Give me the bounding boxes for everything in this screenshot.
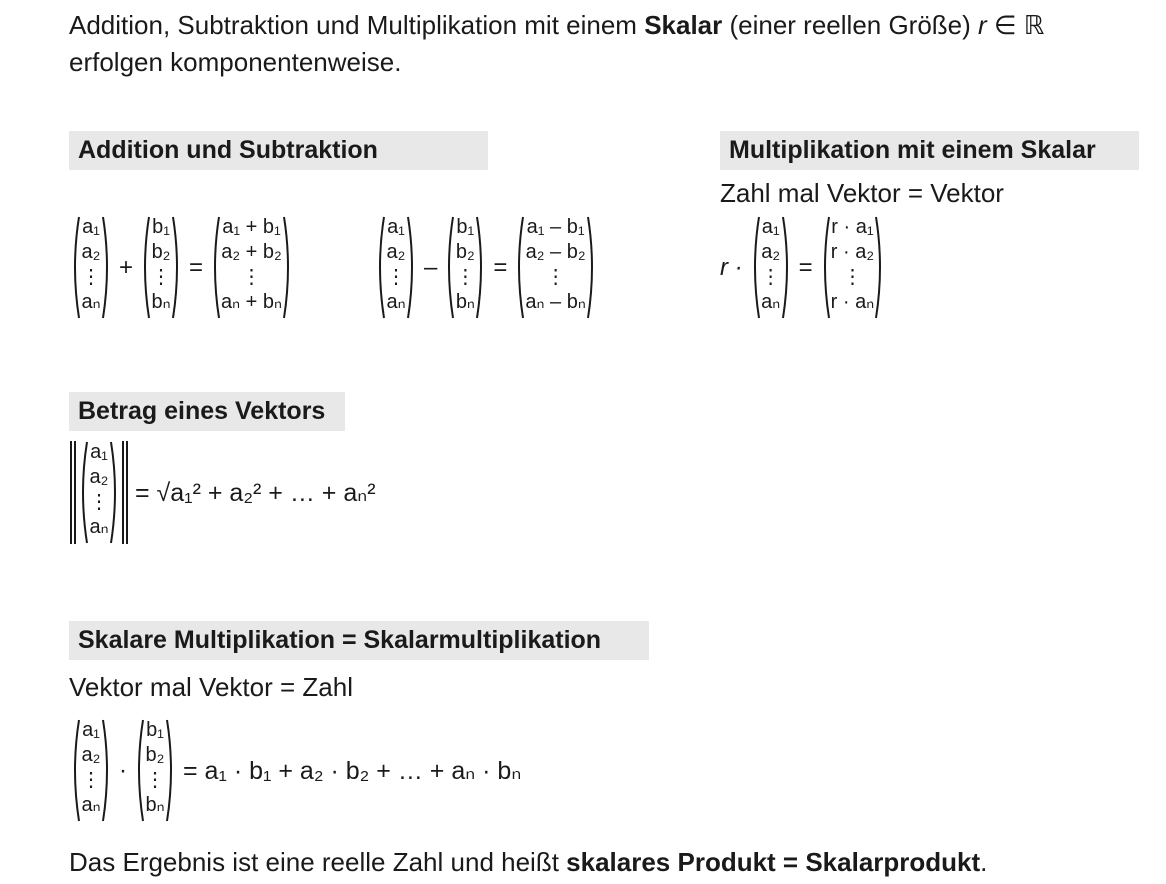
- vector-b-entries: [145, 718, 165, 823]
- vector-entry: aₙ: [81, 794, 101, 816]
- heading-dot-product: Skalare Multiplikation = Skalarmultiplikation: [69, 621, 649, 660]
- equals-operator: =: [798, 253, 813, 281]
- vector-scaled: [819, 215, 887, 320]
- vector-entry: bₙ: [145, 794, 165, 816]
- intro-text-pre: Addition, Subtraktion und Multiplikation mit einem: [69, 10, 645, 40]
- vector-entry: a₂: [89, 466, 109, 488]
- right-norm-bar: [121, 440, 129, 545]
- vector-b-entries: [151, 215, 171, 320]
- magnitude-formula: [69, 440, 376, 545]
- vector-entry: a₁: [82, 216, 100, 238]
- intro-bold-skalar: Skalar: [644, 10, 723, 40]
- vector-entry: aₙ + bₙ: [221, 291, 283, 313]
- right-paren: [874, 215, 886, 320]
- vector-entry: aₙ: [89, 516, 109, 538]
- right-paren: [282, 215, 294, 320]
- vector-sum: [209, 215, 294, 320]
- vector-a-entries: [89, 440, 109, 545]
- right-paren: [101, 215, 113, 320]
- left-paren: [139, 215, 151, 320]
- vector-entry: ⋮: [386, 266, 406, 288]
- left-paren: [819, 215, 831, 320]
- vector-entry: b₂: [151, 241, 171, 263]
- vector-entry: aₙ: [761, 291, 781, 313]
- vector-a-entries: [81, 718, 101, 823]
- vector-b-entries: [455, 215, 475, 320]
- vector-entry: b₂: [145, 744, 165, 766]
- conclusion-bold-term: skalares Produkt = Skalarprodukt: [566, 847, 981, 877]
- dot-operator: ·: [119, 756, 127, 784]
- intro-var-r: r: [978, 10, 987, 40]
- right-paren: [475, 215, 487, 320]
- subtitle-vector-times-vector: Vektor mal Vektor = Zahl: [69, 672, 353, 702]
- vector-entry: aₙ: [386, 291, 406, 313]
- minus-operator: –: [424, 253, 438, 281]
- vector-entry: ⋮: [81, 266, 101, 288]
- vector-entry: a₂: [761, 241, 781, 263]
- vector-b: [139, 215, 183, 320]
- right-paren: [101, 718, 113, 823]
- intro-text-post: (einer reellen Größe): [722, 10, 979, 40]
- vector-entry: r · a₁: [831, 216, 874, 238]
- plus-operator: +: [119, 253, 134, 281]
- vector-entry: ⋮: [545, 266, 566, 288]
- vector-entry: b₂: [455, 241, 475, 263]
- vector-entry: r · aₙ: [830, 291, 875, 313]
- vector-entry: aₙ – bₙ: [525, 291, 586, 313]
- vector-entry: b₁: [152, 216, 170, 238]
- vector-entry: ⋮: [145, 769, 165, 791]
- right-paren: [171, 215, 183, 320]
- heading-vector-magnitude: Betrag eines Vektors: [69, 392, 345, 431]
- vector-entry: bₙ: [151, 291, 171, 313]
- right-paren: [406, 215, 418, 320]
- right-paren: [781, 215, 793, 320]
- vector-entry: a₂ – b₂: [525, 241, 586, 263]
- vector-entry: ⋮: [241, 266, 262, 288]
- vector-a: [69, 215, 113, 320]
- magnitude-rhs: = √a₁² + a₂² + … + aₙ²: [135, 478, 376, 507]
- vector-entry: ⋮: [842, 266, 863, 288]
- heading-addition-subtraction: Addition und Subtraktion: [69, 131, 488, 170]
- intro-line2: erfolgen komponentenweise.: [69, 47, 402, 77]
- addition-formula: [69, 215, 294, 320]
- vector-a-entries: [81, 215, 101, 320]
- vector-a: [749, 215, 793, 320]
- left-norm-bar: [69, 440, 77, 545]
- right-paren: [109, 440, 121, 545]
- vector-entry: a₂: [81, 744, 101, 766]
- vector-a: [374, 215, 418, 320]
- vector-entry: a₁ – b₁: [526, 216, 585, 238]
- left-paren: [374, 215, 386, 320]
- vector-entry: b₁: [146, 719, 164, 741]
- heading-scalar-multiplication: Multiplikation mit einem Skalar: [720, 131, 1139, 170]
- vector-b: [443, 215, 487, 320]
- dot-product-formula: [69, 718, 521, 823]
- left-paren: [513, 215, 525, 320]
- vector-entry: a₁: [90, 441, 108, 463]
- vector-sum-entries: [221, 215, 282, 320]
- norm-bars: [69, 440, 129, 545]
- conclusion-text-pre: Das Ergebnis ist eine reelle Zahl und heißt: [69, 847, 567, 877]
- vector-entry: ⋮: [81, 769, 101, 791]
- conclusion-text-post: .: [980, 847, 988, 877]
- intro-paragraph: [69, 7, 1044, 81]
- right-paren: [586, 215, 598, 320]
- vector-entry: a₂ + b₂: [221, 241, 282, 263]
- left-paren: [209, 215, 221, 320]
- vector-difference-entries: [525, 215, 585, 320]
- dot-product-rhs: = a₁ · b₁ + a₂ · b₂ + … + aₙ · bₙ: [183, 756, 522, 785]
- left-paren: [69, 718, 81, 823]
- vector-entry: a₁: [387, 216, 405, 238]
- vector-scaled-entries: [831, 215, 875, 320]
- vector-entry: ⋮: [151, 266, 172, 288]
- vector-entry: a₁: [82, 719, 100, 741]
- scalar-multiplication-formula: [720, 215, 886, 320]
- vector-entry: r · a₂: [830, 241, 875, 263]
- vector-entry: a₁: [761, 216, 780, 238]
- vector-entry: bₙ: [455, 291, 475, 313]
- scalar-r-dot: r ·: [720, 253, 743, 281]
- equals-operator: =: [189, 253, 204, 281]
- vector-entry: ⋮: [455, 266, 476, 288]
- vector-entry: ⋮: [89, 491, 109, 513]
- left-paren: [749, 215, 761, 320]
- vector-b: [133, 718, 177, 823]
- vector-entry: a₁ + b₁: [222, 216, 281, 238]
- vector-entry: ⋮: [760, 266, 781, 288]
- left-paren: [77, 440, 89, 545]
- conclusion-paragraph: [69, 844, 987, 881]
- left-paren: [443, 215, 455, 320]
- left-paren: [133, 718, 145, 823]
- intro-elem-reals: ∈ ℝ: [986, 10, 1045, 40]
- vector-entry: a₂: [81, 241, 101, 263]
- vector-difference: [513, 215, 597, 320]
- equals-operator: =: [493, 253, 508, 281]
- subtraction-formula: [374, 215, 598, 320]
- vector-entry: a₂: [386, 241, 406, 263]
- right-paren: [165, 718, 177, 823]
- vector-a-entries: [761, 215, 781, 320]
- vector-a-entries: [386, 215, 406, 320]
- subtitle-number-times-vector: Zahl mal Vektor = Vektor: [720, 178, 1004, 208]
- vector-a: [69, 718, 113, 823]
- left-paren: [69, 215, 81, 320]
- vector-entry: b₁: [456, 216, 475, 238]
- vector-entry: aₙ: [81, 291, 101, 313]
